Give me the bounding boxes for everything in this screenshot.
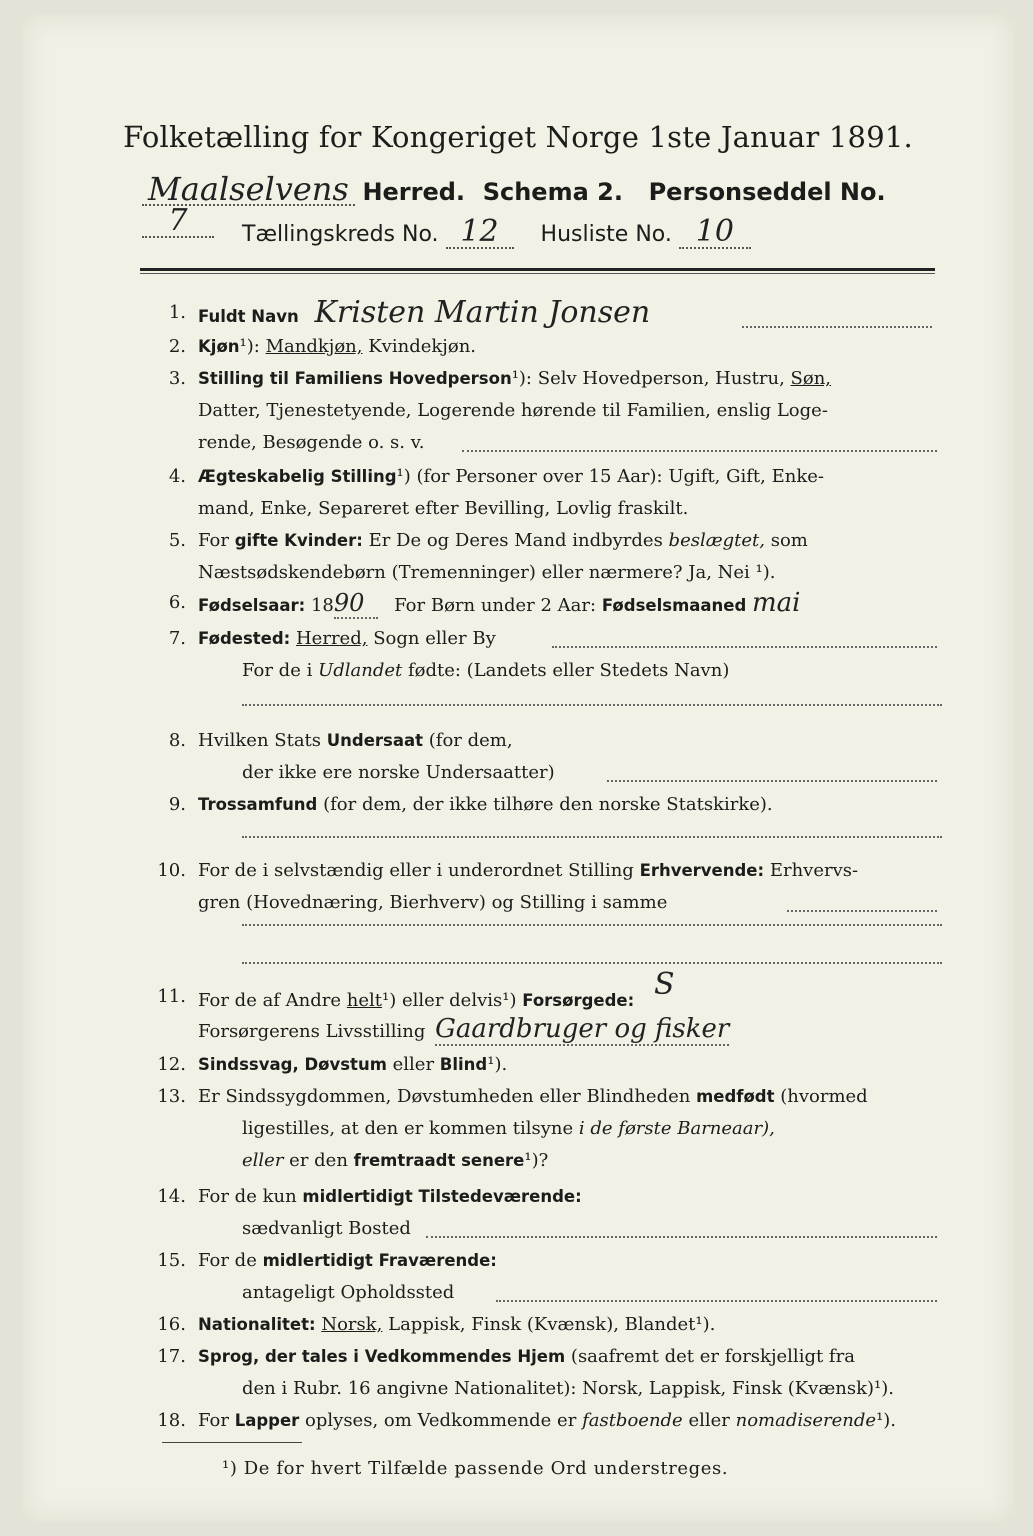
- text: fødte: (Landets eller Stedets Navn): [407, 660, 730, 681]
- language-options[interactable]: den i Rubr. 16 angivne Nationalitet): Norsk, Lappisk, Finsk (Kvænsk)¹).: [242, 1378, 894, 1399]
- text: Udlandet: [318, 660, 403, 681]
- text: For Børn under 2 Aar:: [394, 595, 597, 616]
- marital-status-label: Ægteskabelig Stilling: [198, 467, 397, 486]
- census-form-page: [22, 14, 1014, 1522]
- full-name-label: Fuldt Navn: [198, 307, 299, 326]
- family-position-label: Stilling til Familiens Hovedperson: [198, 369, 512, 388]
- kreds-label: Tællingskreds No.: [242, 222, 439, 247]
- dotted-line: [742, 326, 932, 328]
- provider-occupation-label: Forsørgerens Livsstilling: [198, 1021, 426, 1042]
- full-name-value[interactable]: Kristen Martin Jonsen: [314, 295, 651, 330]
- text: eller: [392, 1054, 435, 1075]
- herred-label: Herred.: [362, 178, 466, 206]
- text: Erhvervs-: [769, 860, 859, 881]
- dotted-line: [242, 836, 942, 838]
- dotted-line: [552, 646, 937, 648]
- text: For de: [198, 1250, 257, 1271]
- text: (for dem,: [428, 730, 513, 751]
- usual-residence-label: sædvanligt Bosted: [242, 1218, 411, 1239]
- probable-residence-label: antageligt Opholdssted: [242, 1282, 455, 1303]
- item-6: [142, 588, 942, 622]
- text: Er Sindssygdommen, Døvstumheden eller Blindheden: [198, 1086, 691, 1107]
- item-number: 9.: [168, 794, 186, 815]
- dotted-line: [242, 924, 942, 926]
- language-label: Sprog, der tales i Vedkommendes Hjem: [198, 1347, 566, 1366]
- item-1: [142, 296, 942, 330]
- footnote-ref: ¹): [396, 466, 411, 487]
- text: ligestilles, at den er kommen tilsyne: [242, 1118, 574, 1139]
- herred-value[interactable]: Maalselvens: [142, 174, 355, 206]
- nationality-label: Nationalitet:: [198, 1315, 316, 1334]
- marital-status-options-2[interactable]: mand, Enke, Separeret efter Bevilling, Lovlig fraskilt.: [198, 498, 689, 519]
- item-number: 4.: [168, 466, 186, 487]
- text: fastboende: [582, 1410, 683, 1431]
- footnote-rule: [162, 1442, 302, 1443]
- footnote-ref: ¹):: [511, 368, 532, 389]
- temporary-absent-label: midlertidigt Fraværende:: [262, 1251, 497, 1270]
- married-women-label: gifte Kvinder:: [234, 531, 363, 550]
- text: eller: [688, 1410, 730, 1431]
- text: Er De og Deres Mand indbyrdes: [368, 530, 663, 551]
- marital-status-options[interactable]: (for Personer over 15 Aar): Ugift, Gift, Enke-: [416, 466, 824, 487]
- blind-label: Blind: [439, 1055, 488, 1074]
- personseddel-label: Personseddel No.: [648, 178, 886, 206]
- schema-label: Schema 2.: [482, 178, 623, 206]
- item-11: [142, 967, 942, 1011]
- support-option-full[interactable]: helt: [346, 990, 383, 1011]
- item-number: 14.: [157, 1186, 186, 1207]
- family-position-options-2[interactable]: Datter, Tjenestetyende, Logerende hørende til Familien, enslig Loge-: [198, 400, 828, 421]
- text: Hvilken Stats: [198, 730, 322, 751]
- text: gren (Hovednæring, Bierhverv) og Stilling i samme: [198, 892, 668, 913]
- dotted-line: [607, 780, 937, 782]
- family-position-son[interactable]: Søn,: [790, 368, 832, 389]
- text: For de i: [242, 660, 313, 681]
- item-number: 17.: [157, 1346, 186, 1367]
- text: ¹)?: [524, 1150, 549, 1171]
- item-number: 10.: [157, 860, 186, 881]
- text: der ikke ere norske Undersaatter): [242, 762, 555, 783]
- birth-year-prefix: 18: [310, 595, 334, 616]
- text: ¹).: [876, 1410, 897, 1431]
- sami-label: Lapper: [234, 1411, 300, 1430]
- birth-month-value[interactable]: mai: [752, 588, 801, 618]
- husliste-value[interactable]: 10: [679, 217, 751, 249]
- text: (hvormed: [780, 1086, 868, 1107]
- citizenship-label: Undersaat: [326, 731, 424, 750]
- religion-label: Trossamfund: [198, 795, 318, 814]
- item-number: 18.: [157, 1410, 186, 1431]
- item-number: 15.: [157, 1250, 186, 1271]
- husliste-label: Husliste No.: [540, 222, 672, 247]
- footnote: ¹) De for hvert Tilfælde passende Ord understreges.: [222, 1458, 729, 1479]
- nationality-option-norsk[interactable]: Norsk,: [321, 1314, 383, 1335]
- text: i de første Barneaar),: [578, 1118, 775, 1139]
- text: beslægtet,: [668, 530, 765, 551]
- disability-label: Sindssvag, Døvstum: [198, 1055, 387, 1074]
- item-number: 11.: [157, 986, 186, 1007]
- item-number: 6.: [168, 592, 186, 613]
- family-position-options-3[interactable]: rende, Besøgende o. s. v.: [198, 432, 425, 453]
- footnote-ref: ¹).: [487, 1054, 508, 1075]
- dependents-label: Forsørgede:: [522, 991, 635, 1010]
- text: For de af Andre: [198, 990, 342, 1011]
- dotted-line: [426, 1236, 937, 1238]
- text: som: [770, 530, 808, 551]
- birthplace-options[interactable]: Sogn eller By: [373, 628, 496, 649]
- provider-occupation-value[interactable]: Gaardbruger og fisker: [435, 1014, 730, 1044]
- text: nomadiserende: [735, 1410, 877, 1431]
- item-number: 16.: [157, 1314, 186, 1335]
- item-number: 13.: [157, 1086, 186, 1107]
- dotted-line: [787, 910, 937, 912]
- footnote-ref: ¹):: [239, 336, 260, 357]
- sex-option-female[interactable]: Kvindekjøn.: [368, 336, 477, 357]
- dependents-mark[interactable]: S: [653, 967, 675, 1002]
- item-number: 1.: [168, 302, 186, 323]
- item-number: 8.: [168, 730, 186, 751]
- header-rule-thin: [140, 273, 935, 274]
- text: ¹) eller delvis¹): [382, 990, 517, 1011]
- birth-year-label: Fødselsaar:: [198, 596, 306, 615]
- sex-label: Kjøn: [198, 337, 240, 356]
- text: oplyses, om Vedkommende er: [305, 1410, 577, 1431]
- text: (for dem, der ikke tilhøre den norske Statskirke).: [323, 794, 773, 815]
- text: (saafremt det er forskjelligt fra: [570, 1346, 855, 1367]
- text: For: [198, 530, 229, 551]
- nationality-options[interactable]: Lappisk, Finsk (Kvænsk), Blandet¹).: [388, 1314, 716, 1335]
- text: er den: [289, 1150, 348, 1171]
- birth-year-value[interactable]: 90: [334, 589, 379, 619]
- header-rule-thick: [140, 268, 935, 271]
- item-number: 2.: [168, 336, 186, 357]
- dotted-line: [496, 1300, 937, 1302]
- text: For de kun: [198, 1186, 297, 1207]
- form-title: Folketælling for Kongeriget Norge 1ste Januar 1891.: [123, 120, 913, 154]
- birth-month-label: Fødselsmaaned: [601, 596, 747, 615]
- birthplace-label: Fødested:: [198, 629, 291, 648]
- dotted-line: [462, 450, 937, 452]
- text: For de i selvstændig eller i underordnet Stilling: [198, 860, 634, 881]
- text: eller: [242, 1150, 284, 1171]
- item-number: 12.: [157, 1054, 186, 1075]
- kinship-options[interactable]: Næstsødskendebørn (Tremenninger) eller nærmere? Ja, Nei ¹).: [198, 562, 776, 583]
- item-number: 3.: [168, 368, 186, 389]
- personseddel-value[interactable]: 7: [142, 206, 214, 238]
- dotted-line: [242, 704, 942, 706]
- text: For: [198, 1410, 229, 1431]
- item-number: 7.: [168, 628, 186, 649]
- birthplace-option-herred[interactable]: Herred,: [295, 628, 368, 649]
- congenital-label: medfødt: [696, 1087, 775, 1106]
- family-position-options[interactable]: Selv Hovedperson, Hustru,: [537, 368, 785, 389]
- occupation-label: Erhvervende:: [639, 861, 765, 880]
- item-11-line-2: [142, 1012, 942, 1044]
- acquired-label: fremtraadt senere: [353, 1151, 525, 1170]
- temporary-present-label: midlertidigt Tilstedeværende:: [302, 1187, 582, 1206]
- item-number: 5.: [168, 530, 186, 551]
- header-line-kreds: [242, 214, 942, 257]
- dotted-line: [242, 962, 942, 964]
- sex-option-male[interactable]: Mandkjøn,: [265, 336, 363, 357]
- kreds-value[interactable]: 12: [446, 217, 514, 249]
